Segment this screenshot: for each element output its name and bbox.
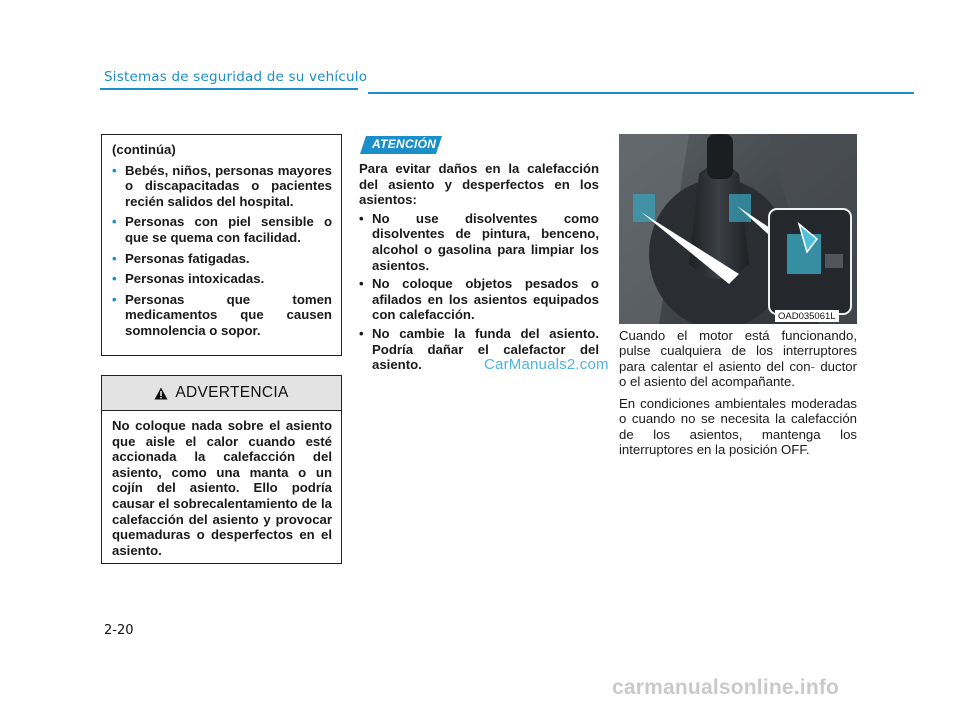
list-item: • Personas intoxicadas.: [112, 271, 265, 287]
bullet-icon: •: [359, 210, 364, 226]
section-title: Sistemas de seguridad de su vehículo: [104, 69, 368, 85]
attention-label: ATENCIÓN: [372, 137, 437, 151]
bullet-icon: •: [112, 250, 117, 266]
watermark-link[interactable]: CarManuals2.com: [484, 356, 609, 373]
paragraph-2: En condiciones ambientales moderadas o cuando no se necesita la calefacción de los asientos, mantenga los interruptores en la posición OFF.: [619, 396, 857, 458]
list-item: • No use disolventes como disolventes de pintura, benceno, alcohol o gasolina para limpiar los asientos.: [359, 210, 599, 273]
right-column-text: [619, 328, 857, 464]
warning-body: No coloque nada sobre el asiento que aisle el calor cuando esté accionada la calefacción del asiento, como una manta o un cojín del asiento. Ello podría causar el sobrecalentamiento de la calefacción del asiento y provocar quemaduras o desperfectos en el asiento.: [112, 418, 332, 558]
bullet-icon: •: [112, 162, 117, 178]
attention-list: [359, 211, 599, 373]
list-item: • No cambie la funda del asiento. Podría dañar el calefactor del asiento.: [359, 325, 599, 373]
paragraph-1: Cuando el motor está funcionando, pulse cualquiera de los interruptores para calentar el asiento del con- ductor o el asiento del acompañante.: [619, 328, 857, 389]
bullet-icon: •: [112, 271, 117, 287]
attention-content: [359, 161, 599, 373]
warning-triangle-icon: [154, 387, 168, 400]
warning-header: [102, 376, 341, 411]
console-illustration: [619, 134, 857, 324]
header-rule-right: [368, 92, 914, 94]
list-item: • Personas con piel sensible o que se quema con facilidad.: [112, 214, 332, 245]
attention-intro: Para evitar daños en la calefacción del asiento y desperfectos en los asientos:: [359, 161, 599, 208]
warning-box: [101, 375, 342, 564]
seat-heater-switch-photo: [619, 134, 857, 324]
list-item: • Personas fatigadas.: [112, 250, 250, 266]
header-rule-left: [100, 88, 358, 90]
hyphen: -: [810, 358, 816, 374]
bullet-icon: •: [359, 325, 364, 341]
warning-title: ADVERTENCIA: [175, 384, 289, 401]
continued-box: [101, 134, 342, 356]
footer-watermark[interactable]: carmanualsonline.info: [612, 676, 840, 699]
bullet-icon: •: [112, 291, 117, 307]
bullet-icon: •: [112, 214, 117, 230]
list-item: • Personas que tomen medicamentos que causen somnolencia o sopor.: [112, 291, 332, 338]
bullet-icon: •: [359, 276, 364, 292]
continued-list: [112, 163, 332, 339]
list-item: • Bebés, niños, personas mayores o discapacitadas o pacientes recién salidos del hospital.: [112, 162, 332, 209]
list-item: • No coloque objetos pesados o afilados en los asientos equipados con calefacción.: [359, 276, 599, 323]
continued-heading: (continúa): [112, 142, 176, 157]
image-code-label: OAD035061L: [775, 310, 839, 322]
page-number: 2-20: [104, 623, 134, 638]
